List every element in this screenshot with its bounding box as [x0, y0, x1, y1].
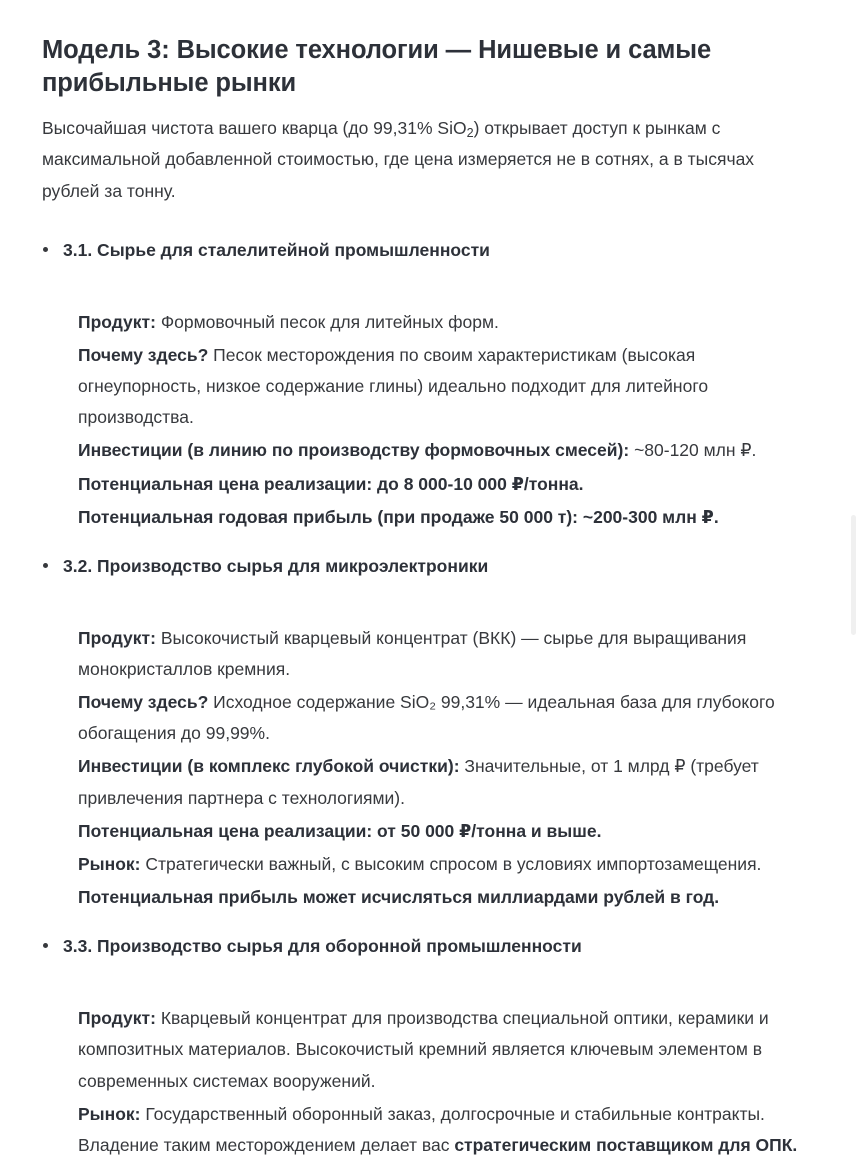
detail-line-investments: [78, 751, 807, 813]
detail-line-text: Государственный оборонный заказ, долгосрочные и стабильные контракты. Владение таким месторождением делает вас: [78, 1103, 765, 1155]
section-item: [42, 553, 807, 913]
detail-line-label: Почему здесь?: [78, 692, 209, 713]
detail-line-market: [78, 1099, 807, 1161]
section-heading: 3.3. Производство сырья для оборонной промышленности: [63, 936, 582, 957]
intro-text-before: Высочайшая чистота вашего кварца (до 99,31% SiO: [42, 118, 467, 139]
detail-line-text: Значительные, от 1 млрд ₽ (требует привлечения партнера с технологиями).: [78, 756, 759, 808]
detail-line-text: Формовочный песок для литейных форм.: [155, 311, 499, 332]
detail-line-label: Инвестиции (в комплекс глубокой очистки):: [78, 756, 460, 777]
detail-line-text: Песок месторождения по своим характеристикам (высокая огнеупорность, низкое содержание глины) идеально подходит для литейного производства.: [78, 344, 709, 428]
section-heading: 3.2. Производство сырья для микроэлектроники: [63, 555, 489, 576]
intro-text-after: ) открывает доступ к рынкам с максимальной добавленной стоимостью, где цена измеряется не в сотнях, а в тысячах рублей за тонну.: [42, 118, 755, 201]
section-item: [42, 237, 807, 533]
detail-line-label: Продукт:: [78, 311, 156, 332]
detail-line-text: Потенциальная цена реализации: от 50 000 ₽/тонна и выше.: [78, 820, 602, 841]
section-body: [63, 623, 807, 913]
detail-line-text: Потенциальная годовая прибыль (при продаже 50 000 т): ~200-300 млн ₽.: [78, 506, 719, 527]
intro-paragraph: [42, 113, 807, 206]
section-body: [63, 1003, 807, 1161]
detail-line-product: [78, 623, 807, 685]
detail-line-emphasis: стратегическим поставщиком для ОПК.: [454, 1134, 798, 1155]
detail-line-potential-profit: [78, 882, 807, 913]
detail-line-text: Потенциальная цена реализации: до 8 000-10 000 ₽/тонна.: [78, 473, 584, 494]
detail-line-product: [78, 1003, 807, 1096]
detail-line-text: ~80-120 млн ₽.: [629, 440, 757, 461]
detail-line-investments: [78, 435, 807, 466]
detail-line-text: Кварцевый концентрат для производства специальной оптики, керамики и композитных материалов. Высокочистый кремний является ключевым элементом в современных системах вооружений.: [78, 1008, 769, 1091]
scrollbar-thumb[interactable]: [851, 515, 856, 635]
section-body: [63, 307, 807, 533]
detail-line-label: Продукт:: [78, 627, 156, 648]
detail-line-text: Исходное содержание SiO₂ 99,31% — идеальная база для глубокого обогащения до 99,99%.: [78, 692, 775, 744]
detail-line-label: Рынок:: [78, 853, 141, 874]
page-title: Модель 3: Высокие технологии — Нишевые и самые прибыльные рынки: [42, 36, 712, 97]
detail-line-why-here: [78, 340, 807, 433]
detail-line-potential-price: [78, 816, 807, 847]
subscript-two: 2: [466, 126, 474, 141]
detail-line-text: Высокочистый кварцевый концентрат (ВКК) — сырье для выращивания монокристаллов кремния.: [78, 627, 747, 680]
detail-line-label: Инвестиции (в линию по производству формовочных смесей):: [78, 440, 630, 461]
scrollbar[interactable]: [849, 0, 857, 1175]
section-item: [42, 933, 807, 1161]
detail-line-label: Рынок:: [78, 1103, 141, 1124]
detail-line-potential-price: [78, 469, 807, 500]
sections-list: [42, 237, 807, 1161]
detail-line-label: Продукт:: [78, 1008, 156, 1029]
detail-line-why-here: [78, 687, 807, 749]
detail-line-text: Потенциальная прибыль может исчисляться миллиардами рублей в год.: [78, 887, 720, 908]
detail-line-market: [78, 849, 807, 880]
detail-line-potential-annual-profit: [78, 502, 807, 533]
detail-line-text: Стратегически важный, с высоким спросом в условиях импортозамещения.: [140, 853, 762, 874]
detail-line-label: Почему здесь?: [78, 344, 209, 365]
detail-line-product: [78, 307, 807, 338]
section-heading: 3.1. Сырье для сталелитейной промышленности: [63, 239, 490, 260]
